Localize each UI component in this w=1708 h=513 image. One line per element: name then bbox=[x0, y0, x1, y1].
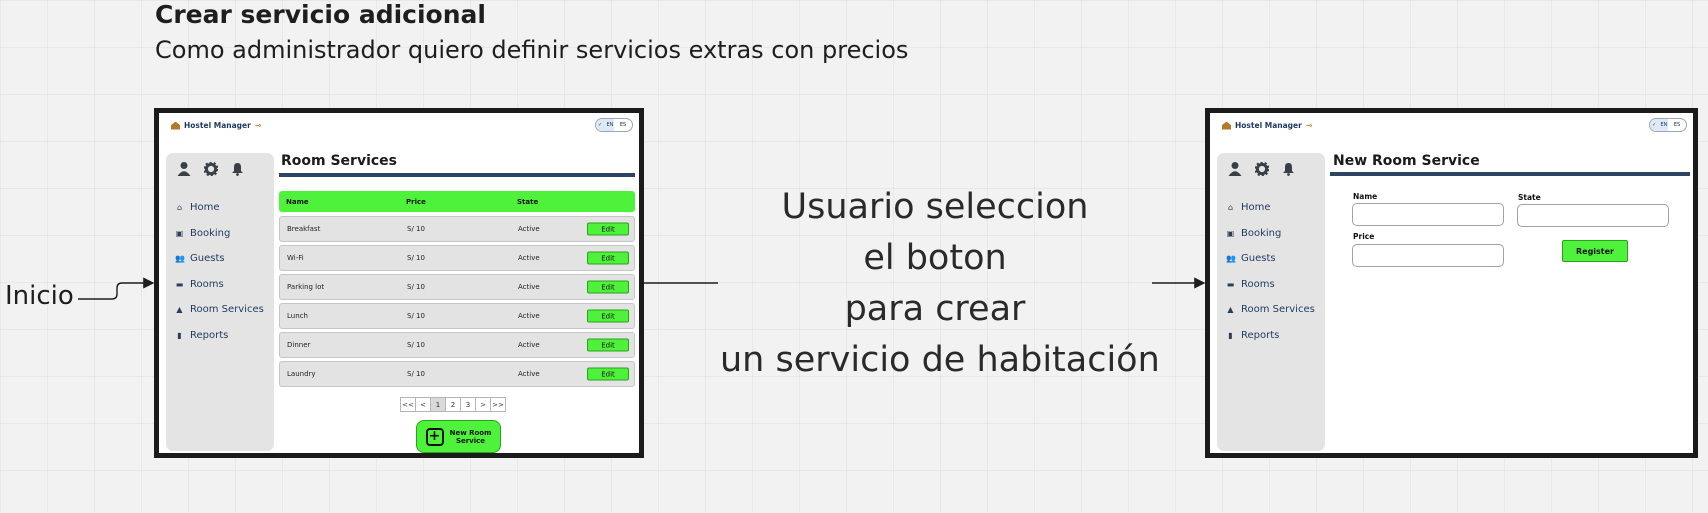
name-label: Name bbox=[1353, 192, 1378, 201]
caption-line: el boton bbox=[863, 238, 1007, 278]
new-room-service-label bbox=[450, 429, 492, 445]
row-name: Parking lot bbox=[287, 283, 325, 291]
app-topbar bbox=[1210, 113, 1693, 140]
sidebar-icon-row bbox=[1227, 161, 1296, 176]
sidebar-item-label: Room Services bbox=[190, 304, 264, 316]
price-label: Price bbox=[1353, 232, 1375, 241]
row-price: S/ 10 bbox=[407, 254, 425, 262]
title-divider bbox=[1330, 172, 1690, 176]
lang-en-label: EN bbox=[606, 122, 614, 128]
sidebar-item-rooms[interactable] bbox=[1226, 272, 1315, 298]
house-icon bbox=[1222, 122, 1231, 130]
new-room-service-screen bbox=[1205, 108, 1698, 458]
table-row bbox=[279, 216, 635, 242]
sidebar-item-guests[interactable] bbox=[1226, 246, 1315, 272]
sidebar bbox=[1217, 153, 1325, 451]
state-input[interactable] bbox=[1517, 204, 1669, 227]
sidebar-item-label: Home bbox=[190, 202, 220, 214]
row-state: Active bbox=[518, 254, 540, 262]
title-divider bbox=[279, 173, 635, 177]
house-icon bbox=[171, 122, 180, 130]
row-price: S/ 10 bbox=[407, 341, 425, 349]
column-header-state: State bbox=[517, 197, 539, 206]
sidebar-item-label: Booking bbox=[190, 227, 231, 239]
sidebar-item-label: Room Services bbox=[1241, 304, 1315, 316]
new-room-service-button[interactable] bbox=[416, 420, 501, 453]
edit-button[interactable]: Edit bbox=[587, 339, 629, 352]
column-header-name: Name bbox=[286, 197, 309, 206]
home-icon: ⌂ bbox=[1227, 203, 1234, 213]
edit-button[interactable]: Edit bbox=[587, 252, 629, 265]
brand-name: Hostel Manager bbox=[1235, 121, 1302, 130]
edit-button[interactable]: Edit bbox=[587, 368, 629, 381]
name-input[interactable] bbox=[1352, 203, 1504, 226]
plus-icon: + bbox=[426, 428, 444, 446]
sidebar-item-label: Reports bbox=[1241, 329, 1280, 341]
page-last-button[interactable]: >> bbox=[490, 397, 506, 412]
row-price: S/ 10 bbox=[407, 225, 425, 233]
sidebar-item-room-services[interactable] bbox=[175, 297, 264, 323]
gear-icon[interactable] bbox=[203, 161, 218, 176]
gear-icon[interactable] bbox=[1254, 161, 1269, 176]
check-icon: ✓ bbox=[598, 122, 603, 128]
row-state: Active bbox=[518, 312, 540, 320]
check-icon: ✓ bbox=[1652, 122, 1657, 128]
row-name: Lunch bbox=[287, 312, 308, 320]
sidebar-icon-row bbox=[176, 161, 245, 176]
sidebar-nav bbox=[1226, 195, 1315, 348]
sidebar-item-booking[interactable] bbox=[175, 221, 264, 247]
edit-button[interactable]: Edit bbox=[587, 281, 629, 294]
calendar-icon: ▣ bbox=[175, 228, 184, 238]
user-story: Como administrador quiero definir servicios extras con precios bbox=[155, 36, 909, 64]
page-prev-button[interactable]: < bbox=[415, 397, 431, 412]
state-label: State bbox=[1518, 193, 1541, 202]
edit-button[interactable]: Edit bbox=[587, 310, 629, 323]
user-icon[interactable] bbox=[1227, 161, 1242, 176]
sidebar-item-reports[interactable] bbox=[1226, 323, 1315, 349]
row-state: Active bbox=[518, 341, 540, 349]
service-bell-icon: ▲ bbox=[176, 305, 183, 315]
page-title: New Room Service bbox=[1333, 153, 1480, 169]
table-row bbox=[279, 245, 635, 271]
lang-es[interactable]: ES bbox=[619, 122, 627, 128]
lang-en-label: EN bbox=[1660, 122, 1668, 128]
chart-icon: ▮ bbox=[1228, 330, 1233, 340]
page-button-3[interactable]: 3 bbox=[460, 397, 476, 412]
sidebar-item-booking[interactable] bbox=[1226, 221, 1315, 247]
language-toggle[interactable] bbox=[595, 118, 633, 132]
sidebar-item-home[interactable] bbox=[1226, 195, 1315, 221]
caption-line: Usuario seleccion bbox=[781, 187, 1089, 227]
sidebar-item-room-services[interactable] bbox=[1226, 297, 1315, 323]
brand-name: Hostel Manager bbox=[184, 121, 251, 130]
bell-icon[interactable] bbox=[230, 161, 245, 176]
page-button-1[interactable]: 1 bbox=[430, 397, 446, 412]
sidebar-item-label: Booking bbox=[1241, 227, 1282, 239]
sidebar-item-home[interactable] bbox=[175, 195, 264, 221]
lang-en[interactable] bbox=[1650, 119, 1668, 131]
edit-button[interactable]: Edit bbox=[587, 223, 629, 236]
user-icon[interactable] bbox=[176, 161, 191, 176]
service-bell-icon: ▲ bbox=[1227, 305, 1234, 315]
page-first-button[interactable]: << bbox=[400, 397, 416, 412]
sidebar-item-label: Reports bbox=[190, 329, 229, 341]
lang-es[interactable]: ES bbox=[1673, 122, 1681, 128]
table-row bbox=[279, 274, 635, 300]
row-state: Active bbox=[518, 370, 540, 378]
sidebar-item-rooms[interactable] bbox=[175, 272, 264, 298]
row-price: S/ 10 bbox=[407, 370, 425, 378]
diagram-title: Crear servicio adicional bbox=[155, 0, 486, 29]
table-header bbox=[279, 191, 635, 212]
page-button-2[interactable]: 2 bbox=[445, 397, 461, 412]
app-topbar bbox=[159, 113, 639, 140]
row-price: S/ 10 bbox=[407, 312, 425, 320]
price-input[interactable] bbox=[1352, 244, 1504, 267]
new-button-line2: Service bbox=[455, 436, 486, 445]
table-row bbox=[279, 361, 635, 387]
column-header-price: Price bbox=[406, 197, 426, 206]
row-name: Wi-Fi bbox=[287, 254, 304, 262]
start-label: Inicio bbox=[5, 281, 74, 311]
sidebar bbox=[166, 153, 274, 451]
bed-icon: ▬ bbox=[1226, 279, 1235, 289]
row-name: Dinner bbox=[287, 341, 311, 349]
sidebar-item-label: Home bbox=[1241, 202, 1271, 214]
sidebar-item-label: Rooms bbox=[190, 278, 224, 290]
table-row bbox=[279, 332, 635, 358]
sidebar-nav bbox=[175, 195, 264, 348]
users-icon: 👥 bbox=[1226, 254, 1236, 264]
bell-icon[interactable] bbox=[1281, 161, 1296, 176]
language-toggle[interactable] bbox=[1649, 118, 1687, 132]
row-name: Laundry bbox=[287, 370, 316, 378]
caption-line: un servicio de habitación bbox=[720, 340, 1160, 380]
sidebar-item-guests[interactable] bbox=[175, 246, 264, 272]
sidebar-item-reports[interactable] bbox=[175, 323, 264, 349]
sidebar-item-label: Guests bbox=[1241, 253, 1276, 265]
home-icon: ⌂ bbox=[176, 203, 183, 213]
chart-icon: ▮ bbox=[177, 330, 182, 340]
new-button-line1: New Room bbox=[449, 428, 492, 437]
caption-line: para crear bbox=[844, 289, 1026, 329]
register-button[interactable]: Register bbox=[1562, 240, 1628, 262]
app-brand bbox=[171, 121, 262, 130]
row-price: S/ 10 bbox=[407, 283, 425, 291]
page-title: Room Services bbox=[281, 153, 398, 169]
row-state: Active bbox=[518, 283, 540, 291]
pagination bbox=[401, 397, 506, 412]
calendar-icon: ▣ bbox=[1226, 228, 1235, 238]
bed-icon: ▬ bbox=[175, 279, 184, 289]
key-icon: ⊸ bbox=[1305, 121, 1313, 130]
row-name: Breakfast bbox=[287, 225, 321, 233]
lang-en[interactable] bbox=[596, 119, 614, 131]
start-arrow bbox=[78, 283, 153, 299]
key-icon: ⊸ bbox=[254, 121, 262, 130]
row-state: Active bbox=[518, 225, 540, 233]
room-services-screen bbox=[154, 108, 644, 458]
app-brand bbox=[1222, 121, 1313, 130]
users-icon: 👥 bbox=[175, 254, 185, 264]
transition-caption bbox=[720, 182, 1160, 386]
page-next-button[interactable]: > bbox=[475, 397, 491, 412]
sidebar-item-label: Guests bbox=[190, 253, 225, 265]
table-row bbox=[279, 303, 635, 329]
sidebar-item-label: Rooms bbox=[1241, 278, 1275, 290]
